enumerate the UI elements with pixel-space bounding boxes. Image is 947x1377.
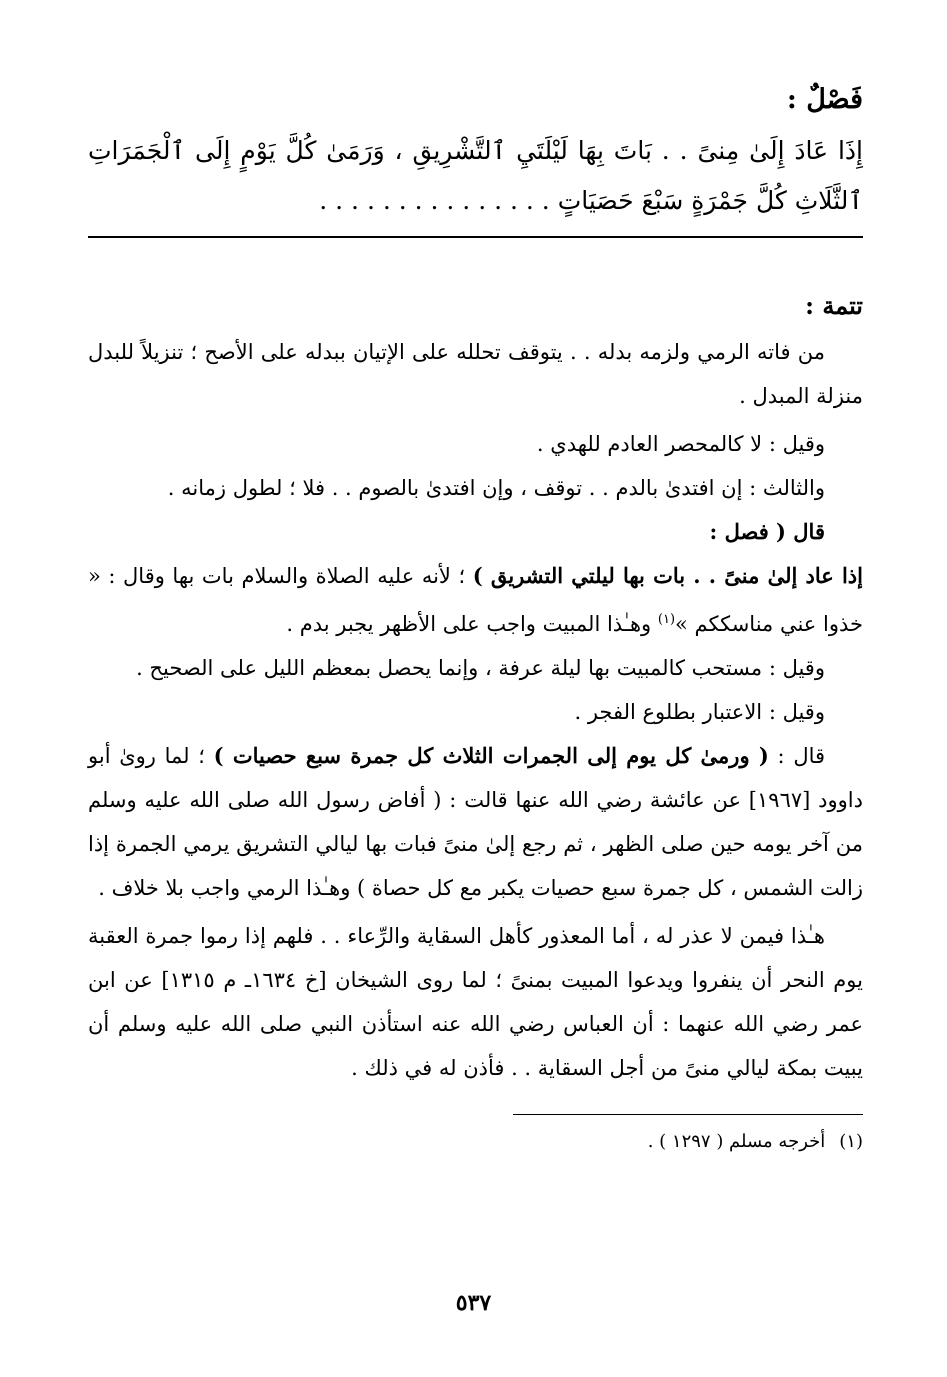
paragraph-5	[88, 554, 863, 646]
paragraph-2: وقيل : لا كالمحصر العادم للهدي .	[536, 432, 825, 456]
matn-dots: . . . . . . . . . . . . . . .	[319, 186, 550, 215]
paragraph-6: وقيل : مستحب كالمبيت بها ليلة عرفة ، وإنما يحصل بمعظم الليل على الصحيح .	[136, 656, 825, 680]
paragraph-4-text: قال ( فصل :	[709, 519, 825, 544]
paragraph-8	[88, 734, 863, 910]
footnote-number: (١)	[839, 1131, 863, 1152]
paragraph-7: وقيل : الاعتبار بطلوع الفجر .	[574, 700, 825, 724]
matn-divider	[88, 236, 863, 238]
footnote-text: أخرجه مسلم ( ١٢٩٧ ) .	[647, 1131, 826, 1152]
paragraph-8-bold: ( ورمىٰ كل يوم إلى الجمرات الثلاث كل جمرة سبع حصيات )	[213, 743, 769, 768]
paragraph-8-rest: ؛ لما روىٰ أبو داوود [١٩٦٧] عن عائشة رضي الله عنها قالت : ( أفاض رسول الله صلى الله عليه وسلم من آخر يومه حين صلى الظهر ، ثم رجع إلىٰ منىً فبات بها ليالي التشريق يرمي الجمرة إذا زالت الشمس ، كل جمرة سبع حصيات يكبر مع كل حصاة ) وهـٰذا الرمي واجب بلا خلاف .	[88, 744, 863, 900]
section-heading: فَصْلٌ :	[786, 84, 863, 115]
paragraph-5-bold: إذا عاد إلىٰ منىً . . بات بها ليلتي التشريق )	[472, 563, 863, 588]
matn-text	[88, 126, 863, 226]
matn-line-2: ٱلثَّلَاثِ كُلَّ جَمْرَةٍ سَبْعَ حَصَيَاتٍ	[557, 186, 863, 215]
paragraph-3: والثالث : إن افتدىٰ بالدم . . توقف ، وإن افتدىٰ بالصوم . . فلا ؛ لطول زمانه .	[167, 476, 825, 500]
paragraph-5-end: وهـٰذا المبيت واجب على الأظهر يجبر بدم .	[286, 612, 658, 636]
tatimma-title: تتمة :	[805, 291, 863, 320]
matn-line-1: إِذَا عَادَ إِلَىٰ مِنىً . . بَاتَ بِهَا لَيْلَتَيِ ٱلتَّشْرِيقِ ، وَرَمَىٰ كُلَّ يَوْمٍ إِلَى ٱلْجَمَرَاتِ	[88, 136, 863, 165]
page-number: ٥٣٧	[455, 1290, 492, 1316]
paragraph-1: من فاته الرمي ولزمه بدله . . يتوقف تحلله على الإتيان ببدله على الأصح ؛ تنزيلاً للبدل منزلة المبدل .	[88, 340, 863, 408]
footnote	[88, 1127, 863, 1157]
footnote-ref[interactable]: (١)	[657, 612, 676, 627]
paragraph-8-start: قال :	[768, 744, 826, 768]
paragraph-4	[88, 510, 863, 554]
footnote-divider	[513, 1114, 863, 1115]
paragraph-9: هـٰذا فيمن لا عذر له ، أما المعذور كأهل السقاية والرِّعاء . . فلهم إذا رموا جمرة العقبة يوم النحر أن ينفروا ويدعوا المبيت بمنىً ؛ لما روى الشيخان [خ ١٦٣٤ـ م ١٣١٥] عن ابن عمر رضي الله عنهما : أن العباس رضي الله عنه استأذن النبي صلى الله عليه وسلم أن يبيت بمكة ليالي منىً من أجل السقاية . . فأذن له في ذلك .	[88, 924, 863, 1080]
paragraph-5-rest: ؛ لأنه عليه الصلاة والسلام بات بها وقال : « خذوا عني مناسككم »	[88, 564, 863, 636]
page-body	[88, 80, 863, 1340]
